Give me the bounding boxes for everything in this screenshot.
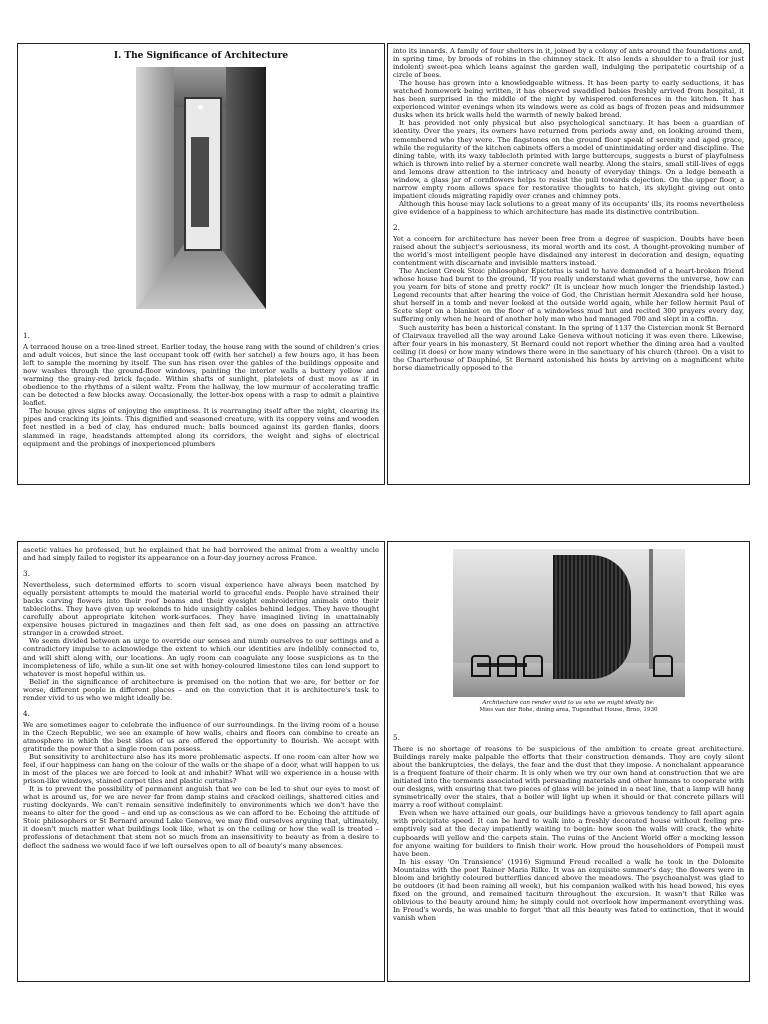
paragraph: into its innards. A family of four shelters in it, joined by a colony of ants around the foundations and, in spring time, by broods of robins in the chimney stack. It also lends a shoulder to a frail (or just indolent) sweet-pea which leans against the garden wall, indulging the peripatetic courtship of a circle of bees.: [393, 47, 744, 80]
paragraph: We are sometimes eager to celebrate the influence of our surroundings. In the living room of a house in the Czech Republic, we see an example of how walls, chairs and floors can combine to create an atmosphere in which the best sides of us are offered the opportunity to flourish. We accept with gratitude the power that a single room can possess.: [23, 720, 379, 753]
corridor-image: [136, 67, 266, 309]
page-2: [387, 43, 750, 485]
paragraph: Nevertheless, such determined efforts to scorn visual experience have always been matched by equally persistent attempts to mould the material world to graceful ends. People have strained their backs carving flowers into their roof beams and their eyesight embroidering animals onto their tablecloths. They have given up weekends to hide unsightly cables behind ledges. They have thought carefully about appropriate kitchen work-surfaces. They have imagined living in unattainably expensive houses pictured in magazines and then felt sad, as one does on passing an attractive stranger in a crowded street.: [23, 581, 379, 638]
paragraph: The Ancient Greek Stoic philosopher Epictetus is said to have demanded of a heart-broken friend whose house had burnt to the ground, 'If you really understand what governs the universe, how can you yearn for bits of stone and pretty rock?' (It is unclear how much longer the friendship lasted.) Legend recounts that after hearing the voice of God, the Christian hermit Alexandra sold her house, shut herself in a tomb and never looked at the outside world again, while her fellow hermit Paul of Scete slept on a blanket on the floor of a windowless mud hut and recited 300 prayers every day, suffering only when he heard of another holy man who had managed 700 and slept in a coffin.: [393, 267, 744, 324]
section-heading-3: 3.: [23, 569, 30, 579]
paragraph: Yet a concern for architecture has never been free from a degree of suspicion. Doubts have been raised about the subject's seriousness, its moral worth and its cost. A thought-provoking number of the world's most intelligent people have disdained any interest in decoration and design, equating contentment with discarnate and invisible matters instead.: [393, 234, 744, 268]
tugendhat-photo: [453, 549, 685, 697]
paragraph: There is no shortage of reasons to be suspicious of the ambition to create great architecture. Buildings rarely make palpable the efforts that their construction demands. They are coyly silent about the bankruptcies, the delays, the fear and the dust that they impose. A nonchalant appearance is a frequent feature of their charm. It is only when we try our own hand at construction that we are initiated into the torments associated with persuading materials and other humans to cooperate with our designs, with ensuring that two pieces of glass will be joined in a neat line, that a lamp will hang symmetrically over the stairs, that a boiler will light up when it should or that concrete pillars will marry a roof without complaint.: [393, 745, 744, 810]
paragraph: ascetic values he professed, but he explained that he had borrowed the animal from a wealthy uncle and had simply failed to register its appearance on a four-day journey across France.: [23, 546, 379, 563]
paragraph: We seem divided between an urge to override our senses and numb ourselves to our settings and a contradictory impulse to acknowledge the extent to which our identities are indelibly connected to, and will shift along with, our locations. An ugly room can coagulate any loose suspicions as to the incompleteness of life, while a sun-lit one set with honey-coloured limestone tiles can lend support to whatever is most hopeful within us.: [23, 637, 379, 678]
section-heading-5: 5.: [393, 733, 400, 742]
paragraph: The house has grown into a knowledgeable witness. It has been party to early seductions, it has watched homework being written, it has observed swaddled babies freshly arrived from hospital, it has been surprised in the middle of the night by whispered conferences in the kitchen. It has experienced winter evenings when its windows were as cold as bags of frozen peas and midsummer dusks when its brick walls held the warmth of newly baked bread.: [393, 79, 744, 120]
paragraph: But sensitivity to architecture also has its more problematic aspects. If one room can alter how we feel, if our happiness can hang on the colour of the walls or the shape of a door, what will happen to us in most of the places we are forced to look at and inhabit? What will we experience in a house with prison-like windows, stained carpet tiles and plastic curtains?: [23, 752, 379, 786]
section-heading-1: 1.: [23, 331, 30, 340]
paragraph: It has provided not only physical but also psychological sanctuary. It has been a guardian of identity. Over the years, its owners have returned from periods away and, on looking around them, remembered who they were. The flagstones on the ground floor speak of serenity and aged grace, while the regularity of the kitchen cabinets offers a model of unintimidating order and discipline. The dining table, with its waxy tablecloth printed with large buttercups, suggests a burst of playfulness which is thrown into relief by a sterner concrete wall nearby. Along the stairs, small still-lives of eggs and lemons draw attention to the intricacy and beauty of everyday things. On a ledge beneath a window, a glass jar of cornflowers helps to resist the pull towards dejection. On the upper floor, a narrow empty room allows space for restorative thoughts to hatch, its skylight giving out onto impatient clouds migrating rapidly over cranes and chimney pots.: [393, 119, 744, 200]
chapter-title: I. The Significance of Architecture: [113, 51, 289, 61]
paragraph: Such austerity has been a historical constant. In the spring of 1137 the Cistercian monk St Bernard of Clairvaux travelled all the way around Lake Geneva without noticing it was even there. Likewise, after four years in his monastery, St Bernard could not report whether the dining area had a vaulted ceiling (it does) or how many windows there were in the sanctuary of his church (three). On a visit to the Charterhouse of Dauphiné, St Bernard astonished his hosts by arriving on a magnificent white horse diametrically opposed to the: [393, 323, 744, 372]
paragraph: In his essay 'On Transience' (1916) Sigmund Freud recalled a walk he took in the Dolomite Mountains with the poet Rainer Maria Rilke. It was an exquisite summer's day; the flowers were in bloom and brightly coloured butterflies danced above the meadows. The psychoanalyst was glad to be outdoors (it had been raining all week), but his companion walked with his head bowed, his eyes fixed on the ground, and remained taciturn throughout the excursion. It wasn't that Rilke was oblivious to the beauty around him; he simply could not overlook how impermanent everything was. In Freud's words, he was unable to forget 'that all this beauty was fated to extinction, that it would vanish when: [393, 857, 744, 922]
corridor-photo: [23, 67, 379, 309]
paragraph: Even when we have attained our goals, our buildings have a grievous tendency to fall apart again with precipitate speed. It can be hard to walk into a freshly decorated house without feeling pre-emptively sad at the decay impatiently waiting to begin: how soon the walls will crack, the white cupboards will yellow and the carpets stain. The ruins of the Ancient World offer a mocking lesson for anyone waiting for builders to finish their work. How proud the householders of Pompeii must have been.: [393, 809, 744, 858]
section-heading-2: 2.: [393, 222, 400, 232]
paragraph: The house gives signs of enjoying the emptiness. It is rearranging itself after the night, clearing its pipes and cracking its joints. This dignified and seasoned creature, with its coppery veins and wooden feet nestled in a bed of clay, has endured much: balls bounced against its garden flanks, doors slammed in rage, headstands attempted along its corridors, the weight and sighs of electrical equipment and the probings of inexperienced plumbers: [23, 407, 379, 448]
paragraph: Belief in the significance of architecture is premised on the notion that we are, for better or for worse, different people in different places – and on the conviction that it is architecture's task to render vivid to us who we might ideally be.: [23, 677, 379, 702]
page-4: [387, 541, 750, 982]
paragraph: A terraced house on a tree-lined street. Earlier today, the house rang with the sound of children's cries and adult voices, but since the last occupant took off (with her satchel) a few hours ago, it has been left to sample the morning by itself. The sun has risen over the gables of the buildings opposite and now washes through the ground-floor windows, painting the interior walls a buttery yellow and warming the grainy-red brick façade. Within shafts of sunlight, platelets of dust move as if in obedience to the rhythms of a silent waltz. From the hallway, the low murmur of accelerating traffic can be detected a few blocks away. Occasionally, the letter-box opens with a rasp to admit a plaintive leaflet.: [23, 343, 379, 408]
section-heading-4: 4.: [23, 708, 30, 718]
photo-caption: Architecture can render vivid to us who we might ideally be:: [482, 700, 655, 706]
paragraph: Although this house may lack solutions to a great many of its occupants' ills, its rooms nevertheless give evidence of a happiness to which architecture has made its distinctive contribution.: [393, 199, 744, 216]
paragraph: It is to prevent the possibility of permanent anguish that we can be led to shut our eyes to most of what is around us, for we are never far from damp stains and cracked ceilings, shattered cities and rusting dockyards. We can't remain sensitive indefinitely to environments which we don't have the means to alter for the good – and end up as conscious as we can afford to be. Echoing the attitude of Stoic philosophers or St Bernard around Lake Geneva, we may find ourselves arguing that, ultimately, it doesn't much matter what buildings look like, what is on the ceiling or how the wall is treated – professions of detachment that stem not so much from an insensitivity to beauty as from a desire to deflect the sadness we would face if we left ourselves open to all of beauty's many absences.: [23, 785, 379, 850]
photo-credit: Mies van der Rohe, dining area, Tugendhat House, Brno, 1930: [479, 707, 658, 713]
page-1: [17, 43, 385, 485]
page-3: [17, 541, 385, 982]
